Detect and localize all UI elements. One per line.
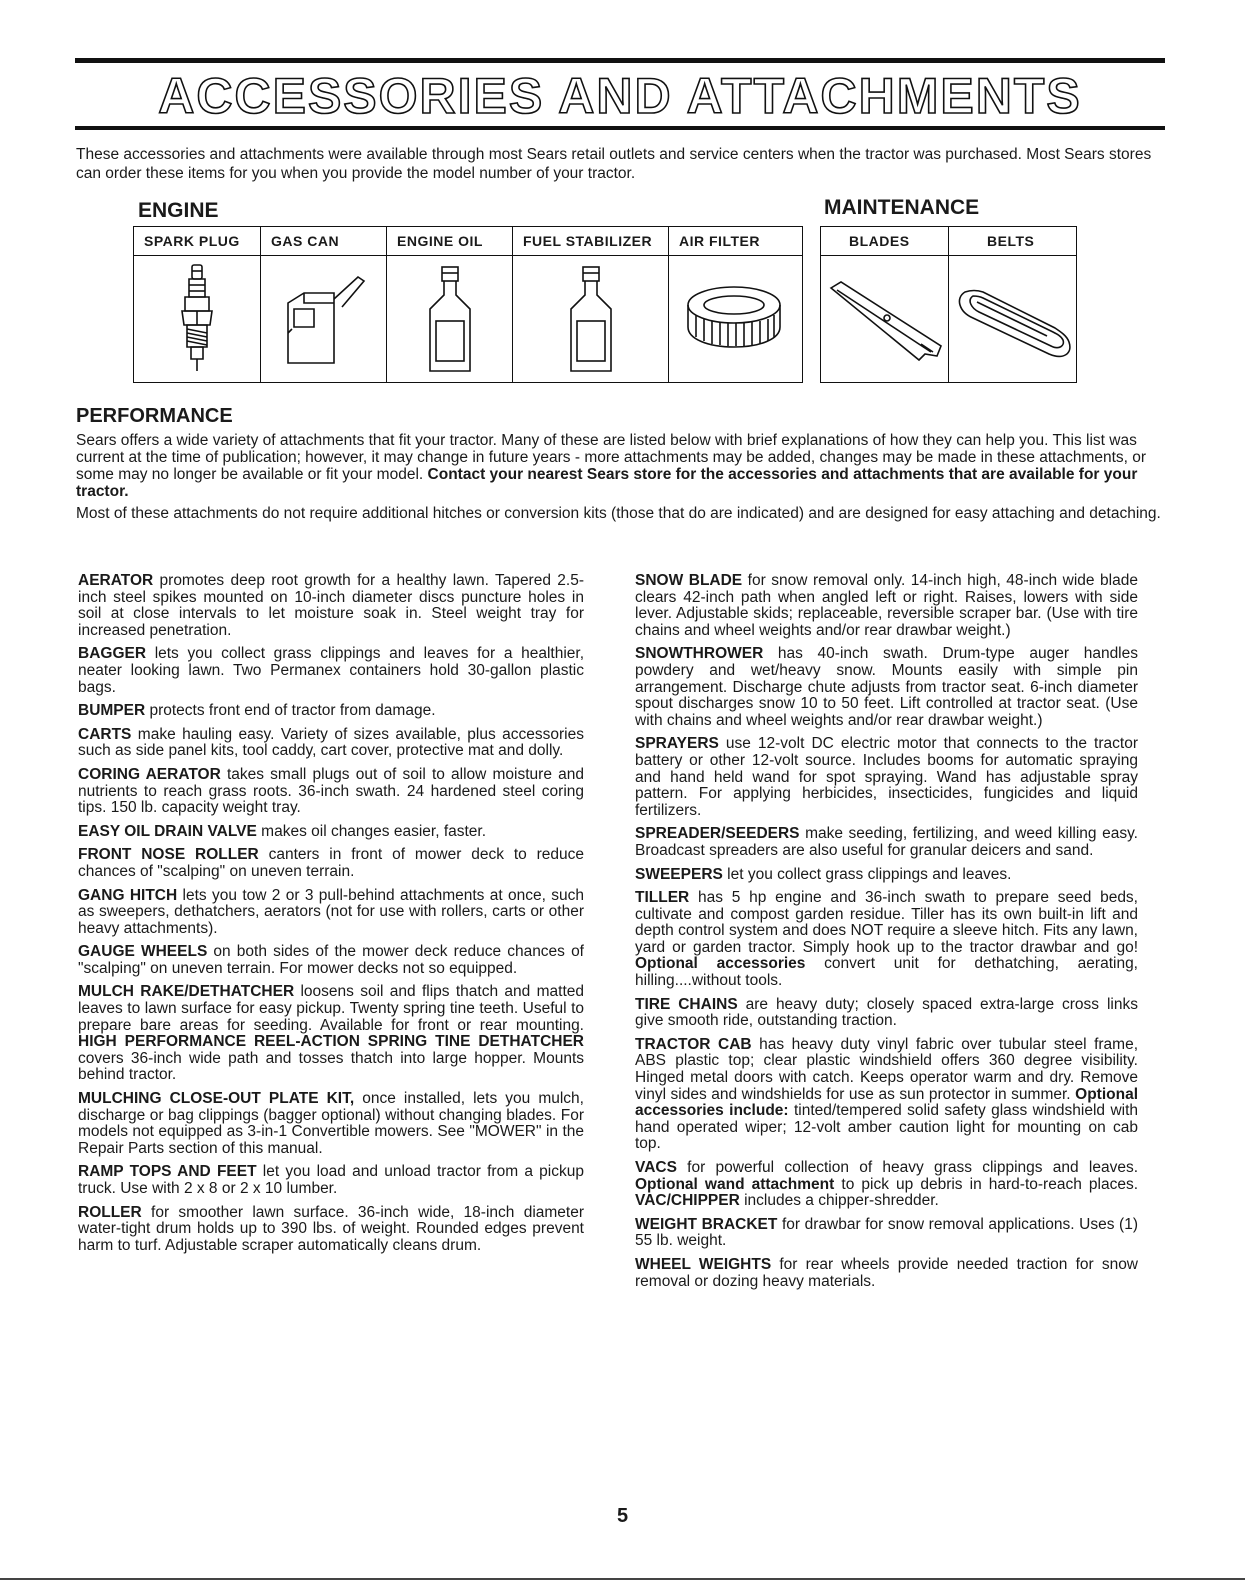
engine-cell-gas-can	[261, 256, 387, 383]
entry-carts	[78, 727, 584, 760]
engine-label-gas-can: GAS CAN	[261, 227, 387, 256]
entry-term: SNOWTHROWER	[635, 645, 764, 663]
entry-tiller	[635, 890, 1138, 990]
entry-wheel-weights	[635, 1257, 1138, 1290]
entry-term: EASY OIL DRAIN VALVE	[78, 822, 257, 840]
entry-tractor-cab	[635, 1037, 1138, 1153]
entry-text: takes small plugs out of soil to allow moisture and nutrients to reach grass roots. 36-inch swath. 24 hardened steel coring tips. 150 lb. capacity weight tray.	[78, 765, 584, 817]
entry-term: BAGGER	[78, 645, 147, 663]
air-filter-icon	[680, 279, 792, 359]
entry-ramp-tops-and-feet	[78, 1164, 584, 1197]
entry-text: are heavy duty; closely spaced extra-large cross links give smooth ride, outstanding traction.	[635, 995, 1138, 1030]
entry-text-2: to pick up debris in hard-to-reach places.	[834, 1175, 1138, 1193]
stabilizer-bottle-icon	[563, 263, 619, 375]
entry-term: TRACTOR CAB	[635, 1035, 752, 1053]
entry-snow-blade	[635, 573, 1138, 639]
engine-label-spark-plug: SPARK PLUG	[134, 227, 261, 256]
entry-snowthrower	[635, 646, 1138, 729]
entry-term: WEIGHT BRACKET	[635, 1215, 778, 1233]
entry-aerator	[78, 573, 584, 639]
maintenance-cell-belts	[949, 256, 1077, 383]
engine-cell-spark-plug	[134, 256, 261, 383]
entry-roller	[78, 1205, 584, 1255]
page-title: ACCESSORIES AND ATTACHMENTS	[158, 68, 1082, 124]
entry-text: has 40-inch swath. Drum-type auger handles powdery and wet/heavy snow. Mounts easily with simple pin arrangement. Discharge chute adjusts from tractor seat. 6-inch diameter spout discharges snow 10 to 50 feet. Lift controlled at tractor seat. (Use with chains and wheel weights and/or rear drawbar weight.)	[635, 645, 1138, 729]
entry-term-2: Optional wand attachment	[635, 1175, 835, 1193]
entry-sprayers	[635, 736, 1138, 819]
entry-text: has 5 hp engine and 36-inch swath to prepare seed beds, cultivate and compost garden residue. Tiller has its own built-in lift and depth control system and does NOT require a sleeve hitch. Fits any lawn, yard or garden tractor. Simply hook up to the tractor drawbar and go!	[635, 889, 1138, 956]
gas-can-icon	[274, 269, 374, 369]
entry-term: MULCHING CLOSE-OUT PLATE KIT,	[78, 1090, 355, 1108]
entry-vacs	[635, 1160, 1138, 1210]
performance-para1-text: Sears offers a wide variety of attachments that fit your tractor. Many of these are listed below with brief explanations of how they can help you. This list was current at the time of publication; however, it may change in future years - more attachments may be added, changes may be made in these attachments, or some may no longer be available or fit your model.	[76, 432, 1147, 483]
entry-term-2: Optional accessories include:	[635, 1085, 1138, 1120]
belt-icon	[951, 274, 1075, 364]
performance-text	[76, 432, 1161, 527]
entry-text: make hauling easy. Variety of sizes available, plus accessories such as side panel kits, tool caddy, cart cover, protective mat and dolly.	[78, 725, 584, 760]
entry-coring-aerator	[78, 767, 584, 817]
engine-cell-engine-oil	[387, 256, 513, 383]
entry-bumper	[78, 703, 584, 720]
entry-term: RAMP TOPS AND FEET	[78, 1163, 257, 1181]
oil-bottle-icon	[422, 263, 478, 375]
entry-text: make seeding, fertilizing, and weed killing easy. Broadcast spreaders are also useful for granular deicers and sand.	[635, 825, 1138, 859]
entry-text: lets you tow 2 or 3 pull-behind attachments at once, such as sweepers, dethatchers, aerators (not for use with rollers, carts or other heavy attachments).	[78, 886, 584, 937]
entry-term: TIRE CHAINS	[635, 995, 738, 1013]
entry-text: for drawbar for snow removal applications. Uses (1) 55 lb. weight.	[635, 1215, 1138, 1250]
engine-parts-table	[133, 226, 803, 383]
maintenance-heading: MAINTENANCE	[824, 196, 980, 219]
entry-term-2: Optional accessories	[635, 955, 806, 973]
entry-term: GAUGE WHEELS	[78, 943, 208, 961]
entry-term: FRONT NOSE ROLLER	[78, 846, 259, 864]
entry-text: once installed, lets you mulch, discharge or bag clippings (bagger optional) without changing blades. For models not equipped as 3-in-1 Convertible mowers. See "MOWER" in the Repair Parts section of this manual.	[78, 1090, 584, 1157]
maintenance-parts-table	[820, 226, 1077, 383]
entry-text-2: tinted/tempered solid safety glass windshield with hand operated wiper; 12-volt amber caution light for mounting on cab top.	[635, 1102, 1139, 1153]
entry-text: makes oil changes easier, faster.	[256, 822, 487, 840]
entry-text-2: covers 36-inch wide path and tosses thatch into large hopper. Mounts behind tractor.	[78, 1049, 584, 1084]
entry-text: lets you collect grass clippings and leaves for a healthier, neater looking lawn. Two Permanex containers hold 30-gallon plastic bags.	[78, 645, 584, 696]
entry-text: for rear wheels provide needed traction for snow removal or dozing heavy materials.	[635, 1255, 1139, 1290]
entry-gauge-wheels	[78, 944, 584, 977]
performance-heading: PERFORMANCE	[76, 405, 233, 427]
entry-easy-oil-drain-valve	[78, 824, 584, 841]
entry-term: SWEEPERS	[635, 865, 723, 883]
engine-label-air-filter: AIR FILTER	[669, 227, 803, 256]
footer-rule	[0, 1578, 1245, 1580]
entry-term: BUMPER	[78, 702, 146, 720]
entry-text: loosens soil and flips thatch and matted leaves to lawn surface for easy pickup. Twenty spring tine teeth. Useful to prepare bare areas for seeding. Available for front or rear mounting.	[78, 983, 584, 1034]
entry-mulching-close-out-plate-kit	[78, 1091, 584, 1157]
engine-cell-fuel-stabilizer	[513, 256, 669, 383]
engine-label-engine-oil: ENGINE OIL	[387, 227, 513, 256]
attachments-left-column	[78, 573, 584, 1261]
entry-weight-bracket	[635, 1217, 1138, 1250]
entry-text: on both sides of the mower deck reduce chances of "scalping" on uneven terrain. For mower decks not so equipped.	[78, 943, 584, 977]
engine-heading: ENGINE	[138, 199, 219, 222]
entry-text: for powerful collection of heavy grass clippings and leaves.	[676, 1159, 1138, 1176]
performance-paragraph-1	[76, 432, 1161, 500]
performance-paragraph-2: Most of these attachments do not require additional hitches or conversion kits (those that do are indicated) and are designed for easy attaching and detaching.	[76, 505, 1161, 522]
entry-text: protects front end of tractor from damage.	[145, 702, 436, 720]
entry-text: has heavy duty vinyl fabric over tubular steel frame, ABS plastic top; clear plastic windshield offers 360 degree visibility. Hinged metal doors with catch. Keeps operator warm and dry. Remove vinyl sides and windshields for use as sun protector in summer.	[635, 1035, 1139, 1103]
maintenance-label-blades: BLADES	[821, 227, 949, 256]
entry-front-nose-roller	[78, 847, 584, 880]
entry-term: SPREADER/SEEDERS	[635, 825, 800, 843]
entry-sweepers	[635, 867, 1138, 884]
entry-spreader-seeders	[635, 826, 1138, 859]
entry-term: CARTS	[78, 725, 132, 743]
entry-term: ROLLER	[78, 1203, 142, 1221]
page-number: 5	[616, 1505, 629, 1527]
entry-text: for smoother lawn surface. 36-inch wide, 18-inch diameter water-tight drum holds up to 390 lbs. of weight. Rounded edges prevent harm to turf. Adjustable scraper automatically cleans drum.	[78, 1203, 584, 1254]
entry-term: CORING AERATOR	[78, 765, 221, 783]
title-rule-bottom	[75, 126, 1165, 130]
entry-text: let you load and unload tractor from a pickup truck. Use with 2 x 8 or 2 x 10 lumber.	[78, 1163, 584, 1197]
spark-plug-icon	[179, 263, 215, 375]
entry-text: use 12-volt DC electric motor that connects to the tractor battery or other 12-volt source. Includes booms for automatic spraying and hand held wand for spot spraying. Wand has adjustable spray pattern. For applying herbicides, insecticides, fungicides and liquid fertilizers.	[635, 735, 1138, 819]
title-rule-top	[75, 58, 1165, 63]
blade-icon	[825, 274, 945, 364]
entry-text-3: includes a chipper-shredder.	[739, 1192, 939, 1210]
entry-term: VACS	[635, 1159, 677, 1176]
intro-text: These accessories and attachments were available through most Sears retail outlets and service centers when the tractor was purchased. Most Sears stores can order these items for you when you provide the model number of your tractor.	[76, 146, 1152, 182]
attachments-right-column	[635, 573, 1138, 1297]
entry-gang-hitch	[78, 888, 584, 938]
engine-label-fuel-stabilizer: FUEL STABILIZER	[513, 227, 669, 256]
engine-cell-air-filter	[669, 256, 803, 383]
entry-bagger	[78, 646, 584, 696]
entry-text: promotes deep root growth for a healthy lawn. Tapered 2.5-inch steel spikes mounted on 10-inch diameter discs puncture holes in soil at close intervals to let moisture soak in. Steel weight tray for increased penetration.	[78, 572, 584, 639]
entry-term-2: HIGH PERFORMANCE REEL-ACTION SPRING TINE DETHATCHER	[78, 1033, 584, 1051]
entry-text-2: convert unit for dethatching, aerating, hilling....without tools.	[635, 955, 1138, 990]
entry-text: let you collect grass clippings and leaves.	[722, 865, 1012, 883]
entry-term: WHEEL WEIGHTS	[635, 1255, 772, 1273]
entry-term: GANG HITCH	[78, 886, 178, 904]
maintenance-label-belts: BELTS	[949, 227, 1077, 256]
entry-term: MULCH RAKE/DETHATCHER	[78, 983, 295, 1001]
maintenance-cell-blades	[821, 256, 949, 383]
entry-tire-chains	[635, 997, 1138, 1030]
entry-term: SPRAYERS	[635, 735, 719, 753]
entry-mulch-rake-dethatcher	[78, 984, 584, 1084]
entry-text: canters in front of mower deck to reduce chances of "scalping" on uneven terrain.	[78, 846, 585, 880]
entry-text: for snow removal only. 14-inch high, 48-inch wide blade clears 42-inch path when angled left or right. Raises, lowers with side lever. Adjustable skids; replaceable, reversible scraper bar. (Use with tire chains and wheel weights and/or rear drawbar weight.)	[635, 572, 1138, 639]
entry-term-3: VAC/CHIPPER	[635, 1192, 740, 1210]
entry-term: TILLER	[635, 889, 690, 907]
entry-term: SNOW BLADE	[635, 572, 743, 589]
performance-para1-bold: Contact your nearest Sears store for the accessories and attachments that are available for your tractor.	[76, 466, 1138, 500]
entry-term: AERATOR	[78, 572, 154, 589]
